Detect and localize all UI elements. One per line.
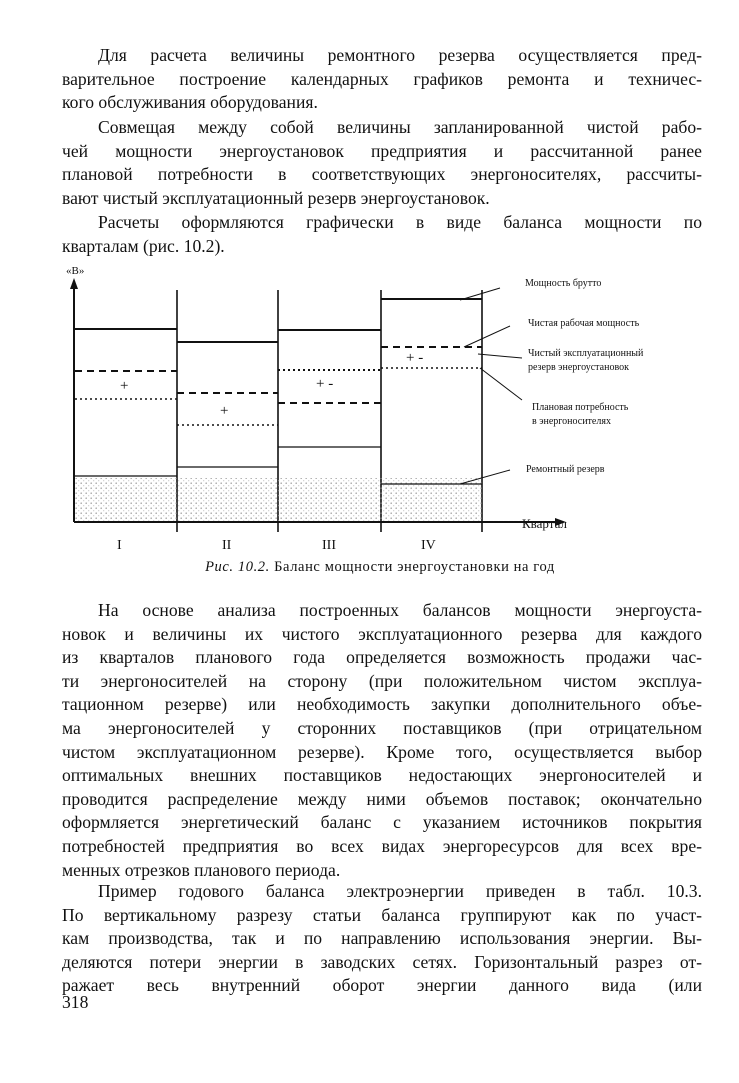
text-line: Совмещая между собой величины запланированной чистой рабо- [98, 117, 702, 137]
text-line: проводится распределение между ними объемов поставок; окончательно [62, 788, 702, 809]
text-line: ти энергоносителей на сторону (при положительном чистом эксплуа- [62, 670, 702, 691]
text-line: На основе анализа построенных балансов мощности энергоуста- [98, 600, 702, 620]
text-line: Для расчета величины ремонтного резерва осуществляется пред- [98, 45, 702, 65]
legend-net-working-power: Чистая рабочая мощность [528, 318, 640, 329]
text-line: ражает весь внутренний оборот энергии данного вида (или [62, 975, 702, 996]
power-balance-diagram [60, 262, 700, 558]
text-line: менных отрезков планового периода. [62, 859, 341, 880]
caption-label: Рис. 10.2. [205, 559, 270, 575]
sign-q2: + [220, 403, 229, 419]
text-line: кого обслуживания оборудования. [62, 92, 318, 113]
paragraph-net-reserve [62, 116, 702, 210]
sign-q1: + [120, 378, 129, 394]
text-line: чей мощности энергоустановок предприятия и рассчитанной ранее [62, 140, 702, 161]
paragraph-analysis [62, 599, 702, 882]
legend-planned-need: Плановая потребность [532, 402, 629, 413]
quarter-label: I [117, 538, 122, 553]
text-line: чистом эксплуатационном резерве). Кроме того, осуществляется выбор [62, 741, 702, 762]
y-axis-arrow-icon [70, 278, 78, 289]
figure-power-balance [60, 262, 700, 563]
quarter-label: II [222, 538, 232, 553]
text-line: потребностей предприятия во всех видах энергоресурсов для всех вре- [62, 835, 702, 856]
caption-text: Баланс мощности энергоустановки на год [274, 559, 555, 575]
text-line: новок и величины их чистого эксплуатационного резерва для каждого [62, 623, 702, 644]
legend-planned-need-line2: в энергоносителях [532, 416, 611, 427]
text-line: ма энергоносителей у сторонних поставщиков (при отрицательном [62, 717, 702, 738]
paragraph-graphic-calc [62, 211, 702, 258]
paragraph-annual-balance [62, 880, 702, 998]
text-line: оптимальных внешних поставщиков недостающих энергоносителей и [62, 765, 702, 786]
legend-net-reserve-line2: резерв энергоустановок [528, 362, 629, 373]
quarter-label: III [322, 538, 336, 553]
text-line: плановой потребности в соответствующих энергоносителях, рассчиты- [62, 164, 702, 185]
sign-q3: + - [316, 376, 334, 392]
x-axis-label: Квартал [522, 516, 567, 531]
page-number: 318 [62, 992, 89, 1012]
sign-q4: + - [406, 350, 424, 366]
legend-gross-power: Мощность брутто [525, 278, 602, 289]
quarter-label: IV [421, 538, 436, 553]
text-line: деляются потери энергии в заводских сетях. Горизонтальный разрез от- [62, 951, 702, 972]
text-line: Пример годового баланса электроэнергии приведен в табл. 10.3. [98, 881, 702, 901]
leader-line [480, 368, 522, 400]
leader-line [478, 354, 522, 358]
text-line: кварталам (рис. 10.2). [62, 235, 225, 256]
figure-caption [60, 559, 700, 576]
text-line: По вертикальному разрезу статьи баланса группируют как по участ- [62, 904, 702, 925]
text-line: оформляется энергетический баланс с указанием источников покрытия [62, 812, 702, 833]
text-line: варительное построение календарных графиков ремонта и техничес- [62, 68, 702, 89]
leader-line [464, 326, 510, 347]
y-axis-label: «В» [66, 265, 85, 277]
text-line: Расчеты оформляются графически в виде баланса мощности по [98, 212, 702, 232]
text-line: кам производства, так и по направлению использования энергии. Вы- [62, 928, 702, 949]
legend-net-reserve: Чистый эксплуатационный [528, 348, 644, 359]
legend-repair-reserve: Ремонтный резерв [526, 464, 605, 475]
text-line: вают чистый эксплуатационный резерв энергоустановок. [62, 187, 490, 208]
paragraph-repair-reserve [62, 44, 702, 115]
text-line: тационном резерве) или необходимость закупки дополнительного объе- [62, 694, 702, 715]
text-line: из кварталов планового года определяется возможность продажи час- [62, 647, 702, 668]
leader-line [460, 470, 510, 484]
